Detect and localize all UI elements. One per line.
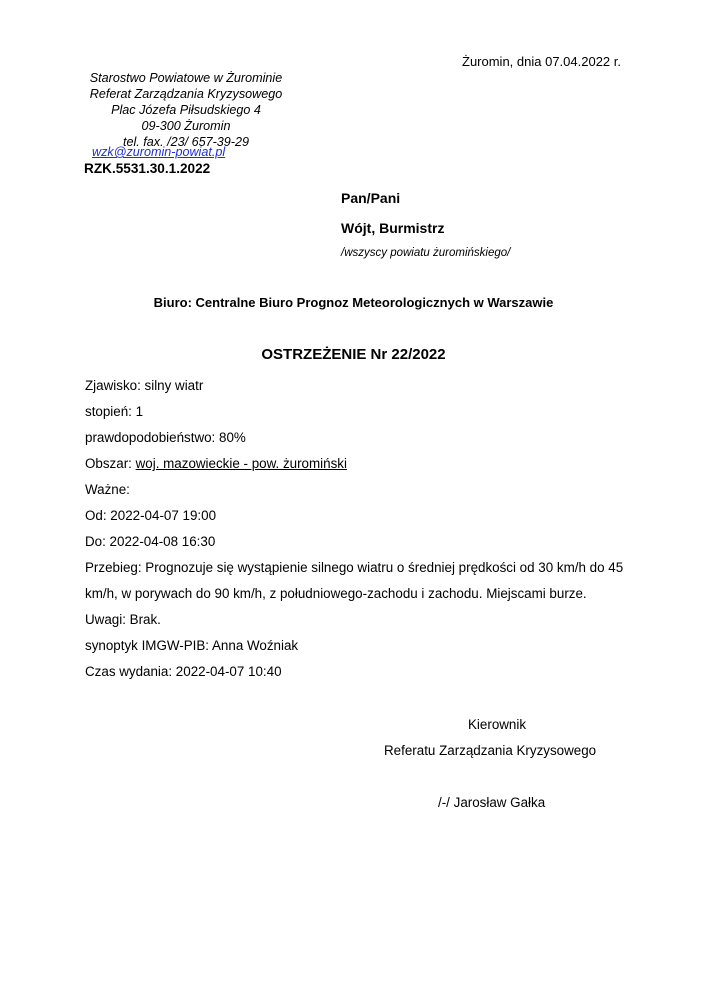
document-date: Żuromin, dnia 07.04.2022 r. [462,54,621,69]
sender-phone: tel. fax. /23/ 657-39-29 [122,135,250,149]
sender-postal-code: 09-300 Żuromin [141,119,231,133]
degree-line: stopień: 1 [85,404,144,419]
recipient-title: Wójt, Burmistrz [341,220,445,236]
valid-from-line: Od: 2022-04-07 19:00 [85,508,217,523]
sender-office: Starostwo Powiatowe w Żurominie [89,71,283,85]
course-line-2: km/h, w porywach do 90 km/h, z południowego-zachodu i zachodu. Miejscami burze. [85,586,587,601]
recipient-scope: /wszyscy powiatu żuromińskiego/ [341,247,511,259]
area-line [85,456,347,471]
signature-role: Kierownik [468,717,527,732]
signature-department: Referatu Zarządzania Kryzysowego [384,743,597,758]
sender-address: Plac Józefa Piłsudskiego 4 [111,103,261,117]
valid-to-line: Do: 2022-04-08 16:30 [85,534,216,549]
sender-department: Referat Zarządzania Kryzysowego [89,87,283,101]
area-value: woj. mazowieckie - pow. żuromiński [135,456,347,471]
issued-line: Czas wydania: 2022-04-07 10:40 [85,664,282,679]
sender-block [76,70,296,150]
reference-number: RZK.5531.30.1.2022 [84,161,211,176]
remarks-line: Uwagi: Brak. [85,612,161,627]
area-label: Obszar: [85,456,136,471]
warning-title: OSTRZEŻENIE Nr 22/2022 [261,346,446,363]
sender-email-link[interactable]: wzk@zuromin-powiat.pl [92,145,226,159]
office-line: Biuro: Centralne Biuro Prognoz Meteorologicznych w Warszawie [153,295,554,310]
signature-name: /-/ Jarosław Gałka [438,795,546,810]
probability-line: prawdopodobieństwo: 80% [85,430,246,445]
recipient-salutation: Pan/Pani [341,190,401,206]
forecaster-line: synoptyk IMGW-PIB: Anna Woźniak [85,638,299,653]
valid-label: Ważne: [85,482,130,497]
course-line-1: Przebieg: Prognozuje się wystąpienie silnego wiatru o średniej prędkości od 30 km/h do 45 [85,560,624,575]
phenomenon-line: Zjawisko: silny wiatr [85,378,204,393]
